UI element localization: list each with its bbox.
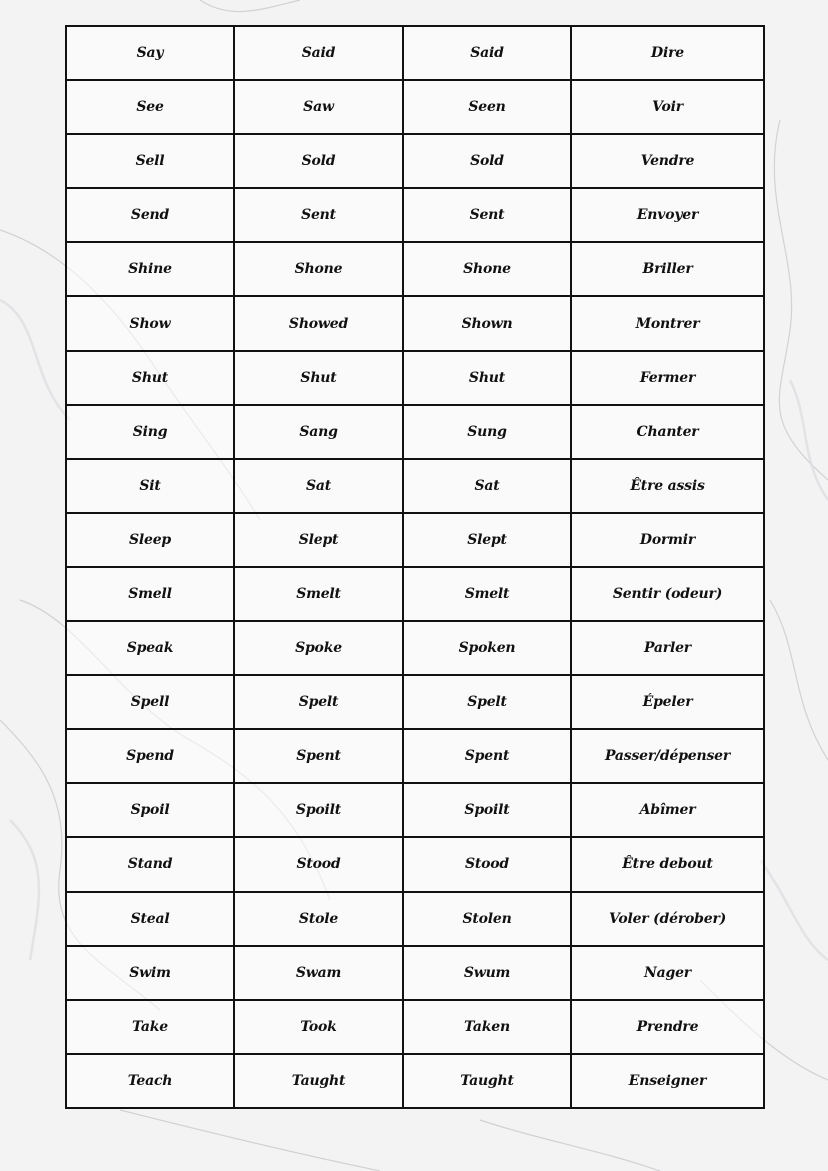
cell-infinitive: Sing <box>66 405 234 459</box>
cell-past-simple: Spoilt <box>234 783 403 837</box>
cell-past-participle: Spelt <box>403 675 571 729</box>
table-row <box>66 188 764 242</box>
cell-french: Envoyer <box>571 188 764 242</box>
table-row <box>66 783 764 837</box>
cell-past-participle: Smelt <box>403 567 571 621</box>
cell-infinitive: Sleep <box>66 513 234 567</box>
table-row <box>66 675 764 729</box>
cell-past-simple: Showed <box>234 296 403 350</box>
cell-french: Sentir (odeur) <box>571 567 764 621</box>
cell-infinitive: Say <box>66 26 234 80</box>
cell-infinitive: Take <box>66 1000 234 1054</box>
cell-past-participle: Taken <box>403 1000 571 1054</box>
cell-past-participle: Swum <box>403 946 571 1000</box>
cell-past-simple: Smelt <box>234 567 403 621</box>
cell-french: Vendre <box>571 134 764 188</box>
table-row <box>66 80 764 134</box>
cell-past-simple: Stole <box>234 892 403 946</box>
table-row <box>66 567 764 621</box>
cell-french: Fermer <box>571 351 764 405</box>
cell-french: Voler (dérober) <box>571 892 764 946</box>
cell-past-simple: Said <box>234 26 403 80</box>
cell-french: Voir <box>571 80 764 134</box>
cell-past-participle: Spent <box>403 729 571 783</box>
table-row <box>66 513 764 567</box>
cell-infinitive: Show <box>66 296 234 350</box>
table-row <box>66 1054 764 1108</box>
cell-french: Montrer <box>571 296 764 350</box>
cell-past-participle: Sold <box>403 134 571 188</box>
table-row <box>66 296 764 350</box>
cell-infinitive: Teach <box>66 1054 234 1108</box>
cell-past-participle: Spoken <box>403 621 571 675</box>
cell-past-participle: Shut <box>403 351 571 405</box>
cell-infinitive: Shine <box>66 242 234 296</box>
table-row <box>66 134 764 188</box>
cell-french: Passer/dépenser <box>571 729 764 783</box>
cell-french: Abîmer <box>571 783 764 837</box>
cell-infinitive: Stand <box>66 837 234 891</box>
table-row <box>66 405 764 459</box>
cell-past-participle: Seen <box>403 80 571 134</box>
cell-past-simple: Stood <box>234 837 403 891</box>
cell-infinitive: Steal <box>66 892 234 946</box>
cell-past-simple: Shone <box>234 242 403 296</box>
cell-french: Briller <box>571 242 764 296</box>
cell-past-simple: Shut <box>234 351 403 405</box>
cell-infinitive: See <box>66 80 234 134</box>
cell-infinitive: Send <box>66 188 234 242</box>
cell-past-simple: Spelt <box>234 675 403 729</box>
irregular-verbs-table <box>65 25 765 1109</box>
table-row <box>66 351 764 405</box>
cell-infinitive: Shut <box>66 351 234 405</box>
table-row <box>66 729 764 783</box>
cell-french: Prendre <box>571 1000 764 1054</box>
cell-infinitive: Smell <box>66 567 234 621</box>
cell-past-participle: Said <box>403 26 571 80</box>
cell-past-participle: Sung <box>403 405 571 459</box>
verb-table-body <box>66 26 764 1108</box>
cell-french: Dire <box>571 26 764 80</box>
cell-infinitive: Swim <box>66 946 234 1000</box>
cell-french: Être assis <box>571 459 764 513</box>
table-row <box>66 837 764 891</box>
cell-past-simple: Sang <box>234 405 403 459</box>
cell-past-participle: Stolen <box>403 892 571 946</box>
cell-infinitive: Spoil <box>66 783 234 837</box>
cell-past-participle: Stood <box>403 837 571 891</box>
cell-past-simple: Saw <box>234 80 403 134</box>
cell-past-participle: Shown <box>403 296 571 350</box>
cell-past-simple: Spoke <box>234 621 403 675</box>
cell-past-simple: Sold <box>234 134 403 188</box>
cell-infinitive: Sell <box>66 134 234 188</box>
cell-french: Chanter <box>571 405 764 459</box>
cell-infinitive: Speak <box>66 621 234 675</box>
cell-french: Être debout <box>571 837 764 891</box>
table-row <box>66 621 764 675</box>
cell-past-participle: Sat <box>403 459 571 513</box>
table-row <box>66 1000 764 1054</box>
cell-infinitive: Sit <box>66 459 234 513</box>
table-row <box>66 946 764 1000</box>
cell-past-simple: Slept <box>234 513 403 567</box>
cell-french: Enseigner <box>571 1054 764 1108</box>
cell-past-simple: Spent <box>234 729 403 783</box>
cell-past-participle: Sent <box>403 188 571 242</box>
cell-past-simple: Sent <box>234 188 403 242</box>
cell-infinitive: Spell <box>66 675 234 729</box>
cell-past-participle: Taught <box>403 1054 571 1108</box>
table-row <box>66 242 764 296</box>
cell-past-participle: Slept <box>403 513 571 567</box>
cell-french: Nager <box>571 946 764 1000</box>
table-row <box>66 892 764 946</box>
table-row <box>66 26 764 80</box>
cell-french: Épeler <box>571 675 764 729</box>
cell-past-simple: Swam <box>234 946 403 1000</box>
cell-french: Parler <box>571 621 764 675</box>
table-row <box>66 459 764 513</box>
cell-past-participle: Spoilt <box>403 783 571 837</box>
cell-past-simple: Taught <box>234 1054 403 1108</box>
cell-past-simple: Sat <box>234 459 403 513</box>
cell-infinitive: Spend <box>66 729 234 783</box>
cell-french: Dormir <box>571 513 764 567</box>
cell-past-participle: Shone <box>403 242 571 296</box>
cell-past-simple: Took <box>234 1000 403 1054</box>
